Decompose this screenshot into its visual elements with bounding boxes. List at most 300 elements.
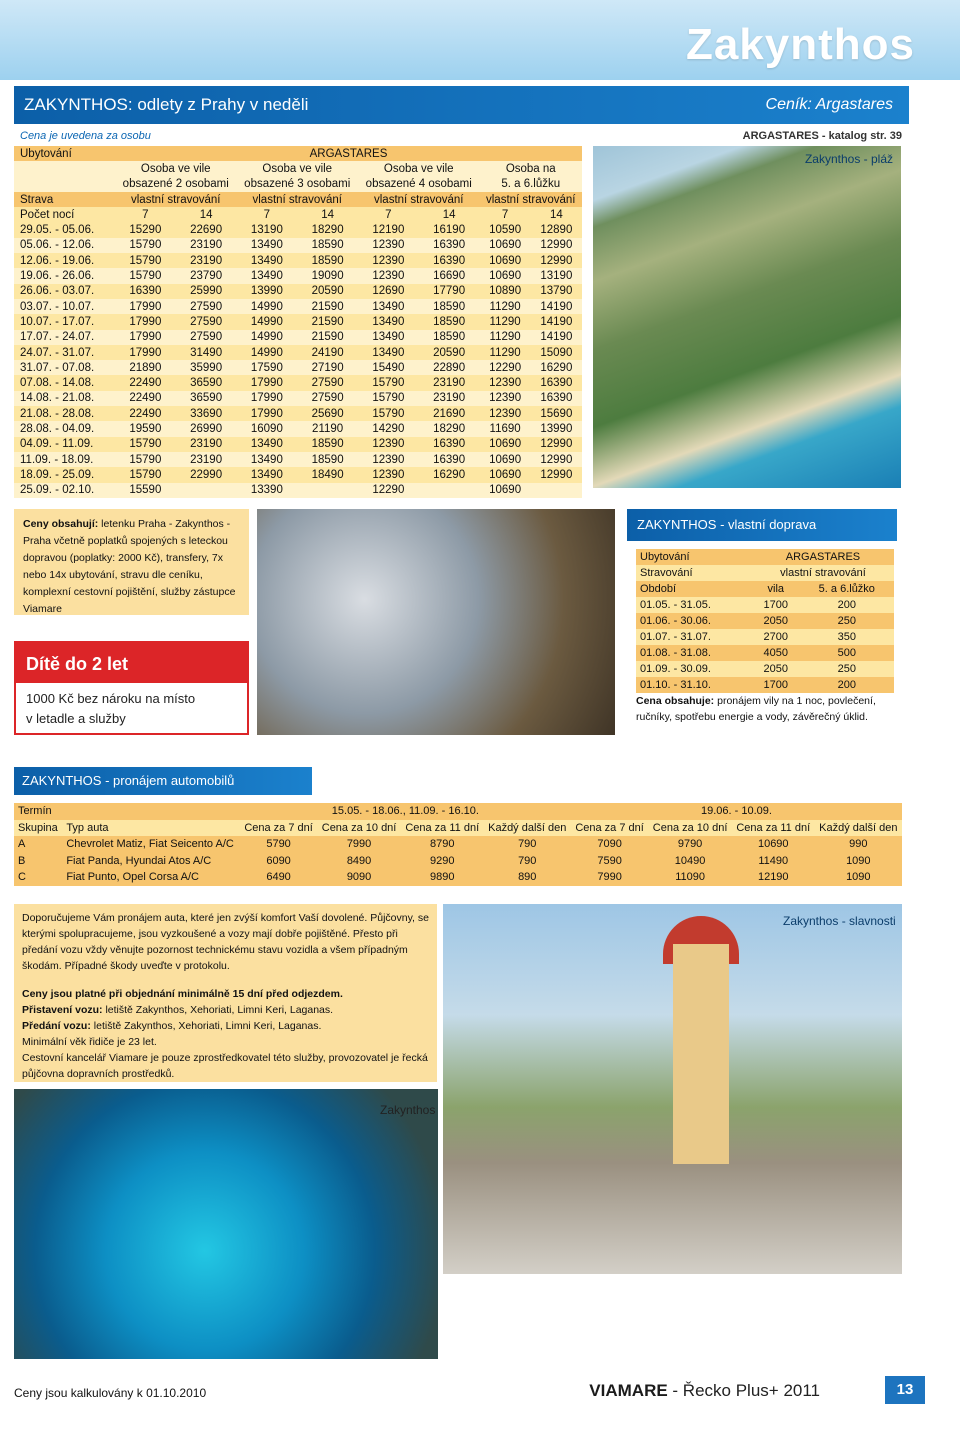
price-cell: 13390 [250,484,283,497]
fish-market-photo [257,509,615,735]
price-cell: 25690 [311,407,344,420]
child-offer-text [26,689,195,729]
price-cell: 17990 [129,315,162,328]
price-cell: 16390 [433,438,466,451]
date-range: 04.09. - 11.09. [20,438,94,451]
pricelist-heading: Ceník: Argastares [765,96,893,113]
price-cell: 12390 [489,377,522,390]
price-cell: 11290 [489,300,521,313]
table-row [636,645,894,661]
table-cell: 250 [837,663,856,675]
column-header: Cena za 11 dní [736,821,811,834]
date-range: 29.05. - 05.06. [20,224,95,237]
price-cell: 21590 [311,315,344,328]
price-cell: 18590 [311,438,344,451]
price-cell: 11690 [489,422,521,435]
date-range: 10.07. - 17.07. [20,315,95,328]
nights-value: 14 [321,208,335,221]
table-cell: 01.09. - 30.09. [640,663,711,675]
nights-value: 7 [263,208,271,221]
price-cell: 21890 [129,361,162,374]
date-range: 14.08. - 21.08. [20,392,95,405]
price-includes [14,509,249,615]
price-cell: 15590 [129,484,162,497]
price-cell: 20590 [433,346,466,359]
date-range: 18.09. - 25.09. [20,468,95,481]
price-cell: 18290 [433,422,466,435]
price-cell: 10890 [489,285,522,298]
table-row [636,661,894,677]
price-cell: 21190 [312,422,344,435]
price-cell: 15790 [372,392,405,405]
price-cell: 12990 [540,468,573,481]
table-cell: 9090 [346,871,372,884]
table-row [14,803,902,820]
group-head: Osoba ve vile [140,162,211,175]
price-cell: 13490 [250,468,283,481]
table-row [14,207,582,222]
table-row [14,284,582,299]
board-type: vlastní stravování [131,193,221,206]
table-cell: 6490 [266,871,291,884]
beach-photo [593,146,901,488]
price-cell: 22990 [190,468,223,481]
price-cell: 11290 [489,315,521,328]
price-cell: 12390 [372,239,405,252]
table-cell: 01.08. - 31.08. [640,647,711,659]
table-row [14,437,582,452]
column-header: Cena za 11 dní [405,821,480,834]
price-cell: 17590 [250,361,283,374]
group-head: obsazené 4 osobami [365,178,472,191]
table-cell: 8790 [429,838,455,851]
car-rows [14,836,902,886]
table-cell: 11490 [758,854,789,867]
accommodation-label: Ubytování [20,147,72,160]
price-cell: 16390 [433,239,466,252]
price-cell: 13490 [372,300,405,313]
rental-rows [636,597,894,693]
price-cell: 27590 [311,377,344,390]
price-cell: 13490 [372,315,405,328]
price-cell: 12290 [489,361,522,374]
note-paragraph: Cestovní kancelář Viamare je pouze zprostředkovatel této služby, provozovatel je řecká půjčovna dopravních prostředků. [22,1052,428,1080]
date-range: 12.06. - 19.06. [20,254,95,267]
table-cell: 7990 [597,871,622,884]
price-cell: 22490 [129,377,162,390]
price-cell: 23190 [190,438,223,451]
price-cell [297,483,358,498]
table-cell: 6090 [266,854,291,867]
table-row [14,192,582,207]
price-cell: 16390 [129,285,162,298]
price-cell: 10690 [489,468,522,481]
price-table [14,146,582,498]
section-band [14,86,909,124]
group-head: obsazené 2 osobami [122,178,229,191]
table-row [14,452,582,467]
table-cell: 12190 [757,871,789,884]
brand-edition: - Řecko Plus+ 2011 [667,1381,820,1400]
table-cell: 200 [837,679,856,691]
date-range: 11.09. - 18.09. [20,453,94,466]
price-cell: 18590 [311,453,344,466]
note-paragraph: Minimální věk řidiče je 23 let. [22,1036,157,1048]
price-cell: 13990 [250,285,283,298]
board-type: vlastní stravování [374,193,464,206]
price-cell: 11290 [489,331,521,344]
table-cell: 7090 [597,838,622,851]
table-cell: 10690 [757,838,789,851]
price-cell: 36590 [190,392,223,405]
table-row [14,391,582,406]
price-cell: 15790 [372,377,405,390]
nights-value: 7 [501,208,509,221]
table-cell: Fiat Punto, Opel Corsa A/C [66,871,199,884]
price-cell: 16690 [433,270,466,283]
table-cell: 4050 [763,647,788,659]
price-cell: 15090 [540,346,573,359]
price-cell: 17990 [250,392,283,405]
price-cell: 16390 [540,392,573,405]
price-cell: 13490 [250,453,283,466]
table-cell: 350 [837,631,856,643]
price-cell: 27590 [190,315,223,328]
price-cell: 15790 [129,270,162,283]
price-cell: 26990 [190,422,223,435]
car-rental-table [14,803,902,886]
table-cell: 9290 [429,854,455,867]
table-cell: 11090 [675,871,705,884]
price-cell: 12390 [372,438,405,451]
price-cell: 13490 [372,331,405,344]
price-cell: 23190 [433,377,466,390]
price-cell: 19090 [311,270,344,283]
price-cell: 22890 [433,361,466,374]
car-rental-heading: ZAKYNTHOS - pronájem automobilů [14,767,312,795]
nights-value: 14 [549,208,563,221]
price-cell: 21590 [311,300,344,313]
table-cell: 790 [518,838,537,851]
note-paragraph: Doporučujeme Vám pronájem auta, které jen zvýší komfort Vaší dovolené. Půjčovny, se kterými spolupracujeme, jsou vyzkoušené a vozy mají dobře pojištěné. Přesto při předání vozu vždy věnujte pozornost technickému stavu vozidla a všem případným škodám. Případné škody uveďte v protokolu. [22,912,429,972]
price-cell: 13790 [540,285,573,298]
price-cell: 20590 [311,285,344,298]
table-cell: 01.05. - 31.05. [640,599,711,611]
price-cell: 22690 [190,224,223,237]
date-range: 26.06. - 03.07. [20,285,95,298]
column-header: Každý další den [819,821,898,834]
nights-label: Počet nocí [20,208,75,221]
note-lead: Přistavení vozu: [22,1004,103,1016]
church-tower [673,944,729,1164]
price-cell: 12390 [372,254,405,267]
price-cell: 21590 [311,331,344,344]
table-cell: Termín [18,805,52,818]
brand-line [589,1381,820,1401]
price-cell: 18590 [311,239,344,252]
price-cell: 23190 [190,254,223,267]
price-cell: 23190 [190,239,223,252]
flights-heading: ZAKYNTHOS: odlety z Prahy v neděli [24,95,309,114]
table-cell: 2050 [763,615,788,627]
column-header: Cena za 10 dní [321,821,397,834]
date-range: 21.08. - 28.08. [20,407,95,420]
table-row [636,581,894,597]
price-cell: 16390 [433,453,466,466]
table-cell: 1090 [846,871,871,884]
table-cell: 01.06. - 30.06. [640,615,711,627]
price-cell: 15490 [372,361,405,374]
table-cell: Stravování [640,567,693,579]
brand-name: VIAMARE [589,1381,668,1400]
price-cell: 15290 [129,224,162,237]
price-cell: 22490 [129,392,162,405]
price-cell: 17990 [250,377,283,390]
table-row [14,375,582,390]
table-cell: 5. a 6.lůžko [818,583,875,595]
date-range: 17.07. - 24.07. [20,331,95,344]
table-cell: 01.07. - 31.07. [640,631,711,643]
table-row [14,146,582,161]
price-cell: 23790 [190,270,223,283]
column-header: Cena za 7 dní [244,821,313,834]
price-cell: 13490 [250,438,283,451]
price-cell: 24190 [311,346,344,359]
table-row [636,597,894,613]
table-row [14,345,582,360]
table-cell: Ubytování [640,551,690,563]
price-cell: 17990 [250,407,283,420]
villa-rental-table [636,549,894,693]
price-cell: 14190 [540,331,573,344]
price-cell: 13190 [540,270,573,283]
table-cell: 990 [849,838,868,851]
child-offer-line: 1000 Kč bez nároku na místo [26,691,196,706]
price-cell: 12190 [372,224,405,237]
price-cell: 12990 [540,239,573,252]
table-cell: 200 [837,599,856,611]
table-row [14,253,582,268]
price-cell: 33690 [190,407,223,420]
price-cell: 15690 [540,407,573,420]
table-row [636,565,894,581]
table-row [14,853,902,870]
table-row [636,629,894,645]
table-cell: 250 [837,615,856,627]
note-text: letiště Zakynthos, Xehoriati, Limni Keri, Laganas. [102,1004,334,1016]
car-rental-notes [14,904,437,1082]
table-row [14,314,582,329]
price-note: Cena je uvedena za osobu [20,130,151,142]
rental-note-lead: Cena obsahuje: [636,695,715,707]
hotel-name: ARGASTARES [309,147,388,160]
table-cell: 7590 [597,854,622,867]
price-cell: 13190 [250,224,283,237]
price-cell: 18590 [433,331,466,344]
price-cell: 13490 [250,239,283,252]
price-cell: 15790 [129,453,162,466]
group-head: 5. a 6.lůžku [501,178,561,191]
price-cell: 12990 [540,438,573,451]
price-cell: 14190 [540,315,573,328]
price-rows [14,222,582,497]
rental-note [636,693,896,725]
price-cell: 14990 [250,331,283,344]
price-cell: 12290 [372,484,405,497]
price-cell: 13490 [250,254,283,267]
date-range: 19.06. - 26.06. [20,270,95,283]
price-cell: 19590 [129,422,162,435]
includes-text: letenku Praha - Zakynthos - Praha včetně poplatků spojených s leteckou dopravou (poplatky: 2000 Kč), transfery, 7x nebo 14x ubytování, stravu dle ceníku, komplexní cestovní pojištění, služby zástupce Viamare [23,518,236,615]
price-cell: 10690 [489,438,522,451]
includes-lead: Ceny obsahují: [23,518,99,530]
table-row [14,483,582,498]
price-cell: 25990 [190,285,223,298]
price-cell: 12390 [489,392,522,405]
column-header: Typ auta [66,821,109,834]
note-validity: Ceny jsou platné při objednání minimálně 15 dní před odjezdem. [22,988,343,1000]
price-cell: 10690 [489,239,522,252]
date-range: 03.07. - 10.07. [20,300,95,313]
table-cell: C [18,871,26,884]
table-cell: 790 [518,854,537,867]
price-cell: 15790 [129,254,162,267]
table-row [14,360,582,375]
table-row [14,467,582,482]
table-cell: A [18,838,26,851]
date-range: 28.08. - 04.09. [20,422,95,435]
price-cell: 15790 [129,438,162,451]
table-cell: vila [767,583,785,595]
price-cell: 18290 [311,224,344,237]
price-cell: 14990 [250,315,283,328]
price-cell [531,483,582,498]
table-row [14,330,582,345]
price-cell: 13990 [540,422,573,435]
nights-value: 14 [199,208,213,221]
note-lead: Předání vozu: [22,1020,91,1032]
child-offer-title: Dítě do 2 let [16,643,247,683]
table-cell: B [18,854,26,867]
table-row [14,406,582,421]
table-row [14,299,582,314]
table-cell: 9790 [677,838,703,851]
price-cell: 18590 [433,315,466,328]
beach-caption: Zakynthos - pláž [804,152,893,166]
footer-note: Ceny jsou kalkulovány k 01.10.2010 [14,1386,207,1400]
group-head: Osoba ve vile [262,162,333,175]
table-row [636,677,894,693]
price-cell: 14990 [250,300,283,313]
price-cell: 22490 [129,407,162,420]
date-range: 07.08. - 14.08. [20,377,95,390]
table-row [636,613,894,629]
price-cell: 15790 [372,407,405,420]
price-cell: 12390 [489,407,522,420]
table-row [14,161,582,176]
table-cell: 1090 [846,854,871,867]
table-header-row [14,820,902,837]
table-row [636,549,894,565]
catalog-ref: ARGASTARES - katalog str. 39 [742,130,902,142]
table-cell: 9890 [429,871,455,884]
price-cell: 12990 [540,254,573,267]
festival-caption: Zakynthos - slavnosti [783,914,896,928]
page-number: 13 [885,1376,925,1404]
destination-title: Zakynthos [685,20,915,69]
date-range: 24.07. - 31.07. [20,346,95,359]
table-cell: 5790 [266,838,291,851]
price-cell: 10590 [489,224,522,237]
price-cell: 12990 [540,453,573,466]
festival-photo [443,904,902,1274]
table-cell: 7990 [346,838,372,851]
rental-note-text: pronájem vily na 1 noc, povlečení, ručníky, spotřebu energie a vody, závěrečný úklid. [636,695,876,723]
price-cell: 12690 [372,285,405,298]
price-cell: 11290 [489,346,521,359]
price-cell: 27190 [311,361,344,374]
board-type: vlastní stravování [486,193,576,206]
price-cell: 18490 [311,468,344,481]
period-header: 15.05. - 18.06., 11.09. - 16.10. [331,805,479,818]
price-cell: 31490 [190,346,223,359]
price-cell: 10690 [489,484,522,497]
price-cell: 35990 [190,361,223,374]
price-cell: 16090 [250,422,283,435]
price-cell: 16390 [540,377,573,390]
price-cell: 16190 [433,224,466,237]
table-row [14,222,582,237]
price-cell: 18590 [433,300,466,313]
table-cell: vlastní stravování [780,567,866,579]
group-head: Osoba na [505,162,556,175]
price-cell: 17790 [433,285,466,298]
price-cell: 36590 [190,377,223,390]
price-cell: 14990 [250,346,283,359]
table-cell: 890 [518,871,537,884]
price-cell: 15790 [129,239,162,252]
table-cell: Období [640,583,677,595]
column-header: Cena za 7 dní [575,821,644,834]
nights-value: 7 [385,208,392,221]
table-cell: 1700 [763,679,788,691]
sea-caption: Zakynthos [380,1103,436,1117]
date-range: 31.07. - 07.08. [20,361,95,374]
child-offer-line: v letadle a služby [26,711,126,726]
price-cell: 12390 [372,270,405,283]
price-cell: 13490 [250,270,283,283]
table-row [14,421,582,436]
group-head: obsazené 3 osobami [244,178,351,191]
table-cell: Chevrolet Matiz, Fiat Seicento A/C [66,838,234,851]
price-cell: 17990 [129,300,162,313]
price-cell: 23190 [433,392,466,405]
price-cell: 16390 [433,254,466,267]
board-type: vlastní stravování [252,193,342,206]
price-cell: 10690 [489,453,522,466]
price-cell: 17990 [129,346,162,359]
table-cell: 2050 [763,663,788,675]
table-cell: 500 [837,647,856,659]
group-head: Osoba ve vile [383,162,454,175]
table-cell: Fiat Panda, Hyundai Atos A/C [66,854,212,867]
price-cell: 13490 [372,346,405,359]
table-row [14,238,582,253]
period-header: 19.06. - 10.09. [700,805,772,818]
table-row [14,836,902,853]
price-cell: 14290 [372,422,405,435]
column-header: Cena za 10 dní [652,821,728,834]
